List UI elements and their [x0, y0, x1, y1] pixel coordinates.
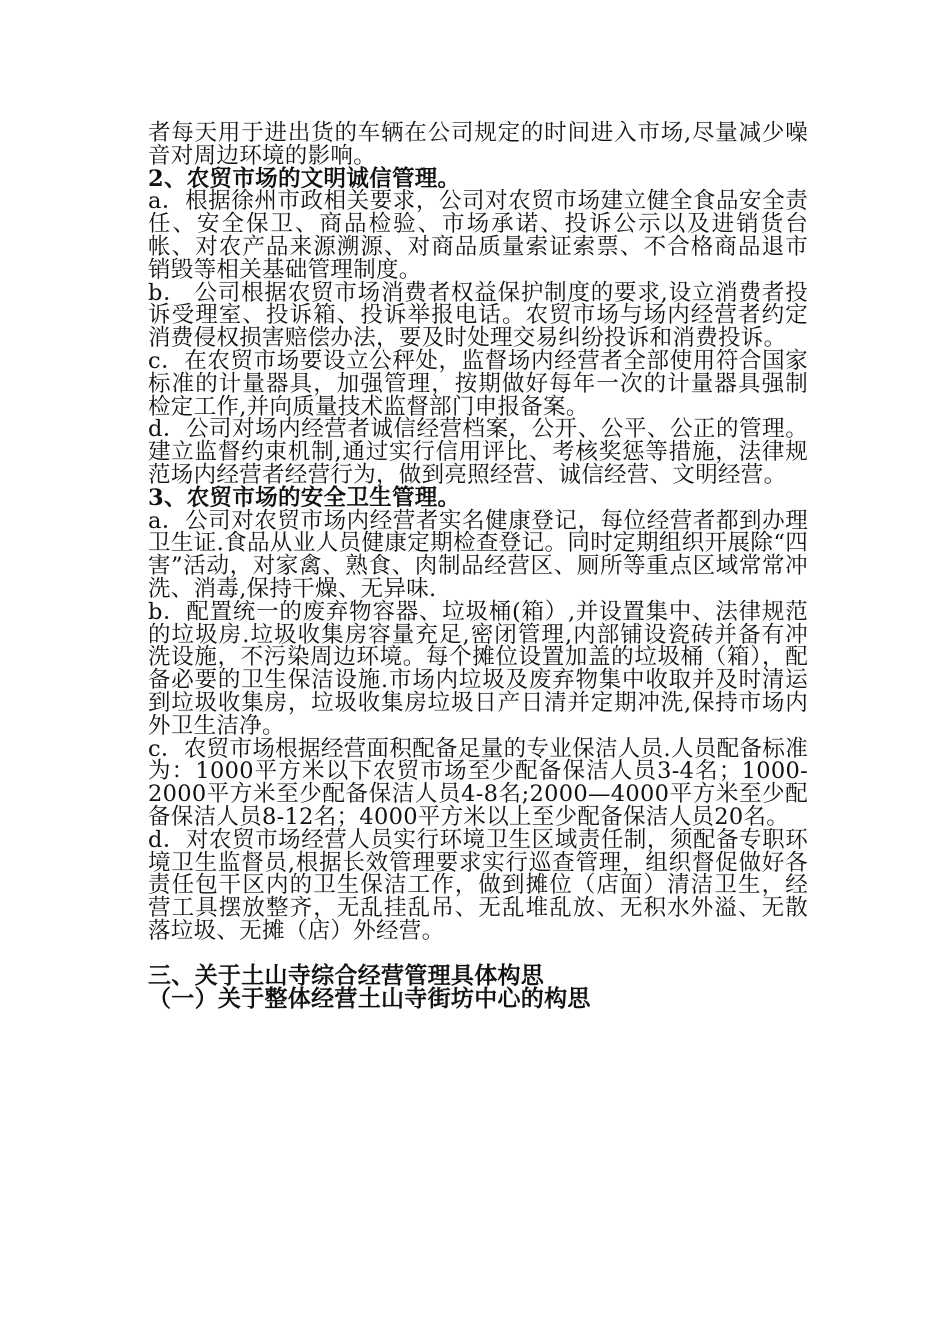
paragraph-traffic-noise: 者每天用于进出货的车辆在公司规定的时间进入市场,尽量减少噪音对周边环境的影响。 — [148, 120, 808, 169]
subsection-title-street-center: （一）关于整体经营土山寺街坊中心的构思 — [148, 985, 591, 1013]
paragraph-item-a-food-safety: a．根据徐州市政相关要求，公司对农贸市场建立健全食品安全责任、安全保卫、商品检验、市场承诺、投诉公示以及进销货台帐、对农产品来源溯源、对商品质量索证索票、不合格商品退市销毁等相关基础管理制度。 — [148, 188, 808, 283]
paragraph-item-d-hygiene-responsibility: d．对农贸市场经营人员实行环境卫生区域责任制，须配备专职环境卫生监督员,根据长效管理要求实行巡查管理，组织督促做好各责任包干区内的卫生保洁工作，做到摊位（店面）清洁卫生，经营工具摆放整齐，无乱挂乱吊、无乱堆乱放、无积水外溢、无散落垃圾、无摊（店）外经营。 — [148, 826, 808, 944]
section-title-tushan-temple-plan: 三、关于土山寺综合经营管理具体构思 — [148, 962, 545, 990]
paragraph-item-b-complaints: b． 公司根据农贸市场消费者权益保护制度的要求,设立消费者投诉受理室、投诉箱、投诉举报电话。农贸市场与场内经营者约定消费侵权损害赔偿办法，要及时处理交易纠纷投诉和消费投诉。 — [148, 279, 808, 352]
paragraph-item-b-waste-containers: b．配置统一的废弃物容器、垃圾桶(箱）,并设置集中、法律规范的垃圾房.垃圾收集房容量充足,密闭管理,内部铺设瓷砖并备有冲洗设施，不污染周边环境。每个摊位设置加盖的垃圾桶（箱），配备必要的卫生保洁设施.市场内垃圾及废弃物集中收取并及时清运到垃圾收集房，垃圾收集房垃圾日产日清并定期冲洗,保持市场内外卫生洁净。 — [148, 598, 808, 739]
heading-safety-hygiene-management: 3、农贸市场的安全卫生管理。 — [148, 484, 461, 511]
paragraph-item-d-integrity-records: d．公司对场内经营者诚信经营档案，公开、公平、公正的管理。建立监督约束机制,通过实行信用评比、考核奖惩等措施，法律规范场内经营者经营行为，做到亮照经营、诚信经营、文明经营。 — [148, 416, 808, 488]
paragraph-item-a-health-registration: a．公司对农贸市场内经营者实名健康登记，每位经营者都到办理卫生证.食品从业人员健康定期检查登记。同时定期组织开展除“四害”活动，对家禽、熟食、肉制品经营区、厕所等重点区域常常冲洗、消毒,保持干燥、无异味. — [148, 507, 808, 602]
paragraph-item-c-weighing: c．在农贸市场要设立公秤处，监督场内经营者全部使用符合国家标准的计量器具，加强管理，按期做好每年一次的计量器具强制检定工作,并向质量技术监督部门申报备案。 — [148, 347, 808, 420]
heading-civilized-integrity-management: 2、农贸市场的文明诚信管理。 — [148, 165, 461, 192]
document-page — [148, 122, 808, 1011]
paragraph-item-c-cleaning-staff: c．农贸市场根据经营面积配备足量的专业保洁人员.人员配备标准为：1000平方米以下农贸市场至少配备保洁人员3-4名；1000-2000平方米至少配备保洁人员4-8名;2000—4000平方米至少配备保洁人员8-12名；4000平方米以上至少配备保洁人员20名。 — [148, 735, 808, 830]
